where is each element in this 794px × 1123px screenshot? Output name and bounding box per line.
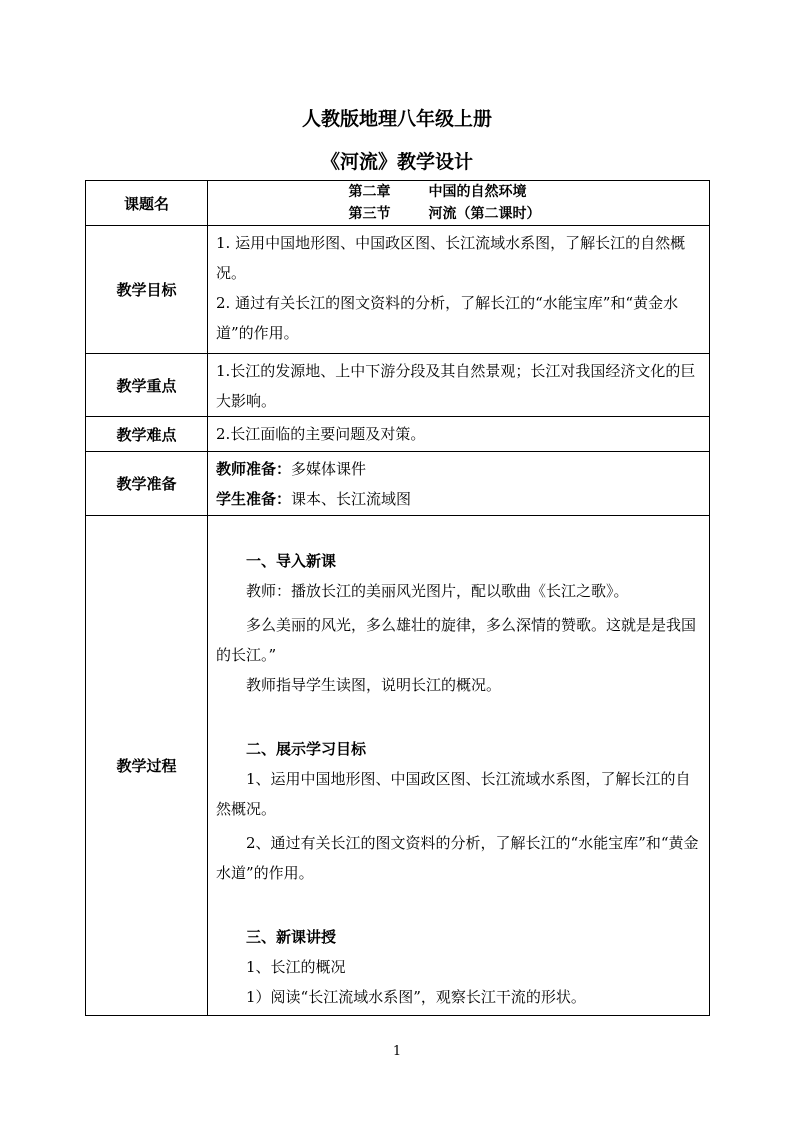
row-label-preparation: 教学准备 — [86, 452, 208, 516]
student-prep: 学生准备：课本、长江流域图 — [216, 490, 412, 508]
objective-2: 2. 通过有关长江的图文资料的分析，了解长江的“水能宝库”和“黄金水道”的作用。 — [216, 294, 679, 342]
row-label-objectives: 教学目标 — [86, 226, 208, 354]
teacher-prep: 教师准备：多媒体课件 — [216, 460, 367, 478]
row-content-key-points: 1.长江的发源地、上中下游分段及其自然景观；长江对我国经济文化的巨大影响。 — [208, 354, 710, 417]
row-label-difficulties: 教学难点 — [86, 417, 208, 452]
chapter-number: 第二章 — [348, 184, 391, 200]
paragraph: 1、长江的概况 — [246, 958, 346, 976]
document-subtitle: 《河流》教学设计 — [320, 151, 473, 173]
table-row-difficulties — [86, 417, 710, 452]
table-row-key-points — [86, 354, 710, 417]
table-row-topic — [86, 181, 710, 226]
section-heading-new-lesson: 三、新课讲授 — [246, 928, 337, 946]
row-content-preparation — [208, 452, 710, 516]
paragraph: 1、运用中国地形图、中国政区图、长江流域水系图，了解长江的自然概况。 — [216, 770, 691, 818]
page-number: 1 — [392, 1044, 402, 1059]
paragraph: 多么美丽的风光，多么雄壮的旋律，多么深情的赞歌。这就是是我国的长江。” — [216, 616, 697, 664]
row-label-key-points: 教学重点 — [86, 354, 208, 417]
section-heading-goals: 二、展示学习目标 — [246, 740, 367, 758]
row-label-process: 教学过程 — [86, 516, 208, 1016]
row-content-process — [208, 516, 710, 1016]
table-row-objectives — [86, 226, 710, 354]
chapter-line — [208, 181, 709, 203]
table-row-preparation — [86, 452, 710, 516]
section-number: 第三节 — [348, 206, 391, 222]
row-content-objectives — [208, 226, 710, 354]
section-heading-intro: 一、导入新课 — [246, 552, 337, 570]
document-title: 人教版地理八年级上册 — [301, 108, 492, 130]
paragraph: 2、通过有关长江的图文资料的分析，了解长江的“水能宝库”和“黄金水道”的作用。 — [216, 834, 699, 882]
table-row-process — [86, 516, 710, 1016]
lesson-plan-table — [85, 180, 710, 1016]
chapter-name: 中国的自然环境 — [428, 184, 527, 200]
section-line — [208, 203, 709, 225]
objective-1: 1. 运用中国地形图、中国政区图、长江流域水系图，了解长江的自然概况。 — [216, 234, 686, 282]
section-name: 河流（第二课时） — [428, 206, 541, 222]
row-content-topic — [208, 181, 710, 226]
paragraph: 1）阅读“长江流域水系图”，观察长江干流的形状。 — [246, 988, 586, 1006]
row-content-difficulties: 2.长江面临的主要问题及对策。 — [208, 417, 710, 452]
row-label-topic: 课题名 — [86, 181, 208, 226]
paragraph: 教师指导学生读图，说明长江的概况。 — [246, 676, 502, 694]
paragraph: 教师：播放长江的美丽风光图片，配以歌曲《长江之歌》。 — [246, 582, 629, 600]
